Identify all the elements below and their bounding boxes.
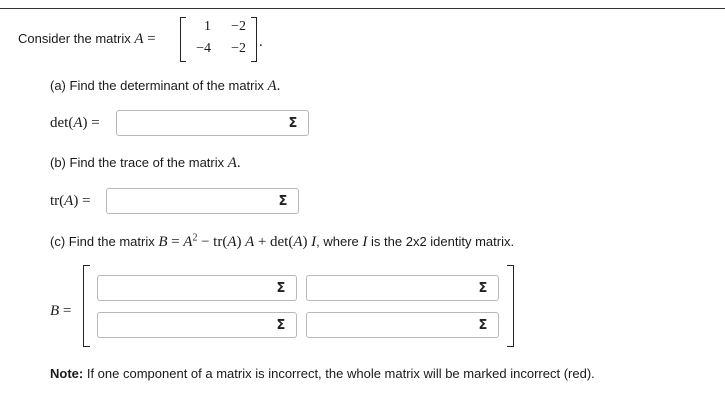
matrix-b-label: B = — [50, 303, 72, 319]
sigma-icon: Σ — [478, 280, 488, 296]
matrix-b-cell-22-sigma-button[interactable] — [468, 313, 498, 337]
matrix-a-right-bracket — [251, 17, 257, 62]
matrix-b-cell-22-input[interactable] — [307, 313, 468, 337]
sigma-icon: Σ — [478, 317, 488, 333]
matrix-a-left-bracket — [180, 17, 186, 62]
trace-sigma-button[interactable] — [268, 189, 298, 213]
trace-answer-input[interactable] — [107, 189, 268, 213]
sigma-icon: Σ — [276, 280, 286, 296]
matrix-b-cell-21 — [97, 312, 297, 338]
matrix-b-right-bracket — [507, 265, 514, 347]
matrix-b-left-bracket — [83, 265, 90, 347]
matrix-b-cell-22 — [306, 312, 499, 338]
matrix-b-cell-11-input[interactable] — [98, 276, 266, 300]
grading-note — [50, 366, 595, 381]
equals-sign: = — [147, 31, 156, 47]
matrix-b-cell-21-sigma-button[interactable] — [266, 313, 296, 337]
sigma-icon: Σ — [278, 193, 288, 209]
intro-period: . — [259, 34, 263, 50]
intro-statement — [18, 31, 156, 48]
matrix-a-symbol: A — [134, 31, 144, 47]
note-label: Note: — [50, 366, 84, 381]
det-label: det(A) = — [50, 115, 100, 131]
matrix-b-cell-12-input[interactable] — [307, 276, 468, 300]
det-sigma-button[interactable] — [278, 111, 308, 135]
det-answer-input[interactable] — [117, 111, 278, 135]
matrix-a-cell-11: 1 — [204, 19, 211, 34]
trace-answer-field — [106, 188, 299, 214]
sigma-icon: Σ — [288, 115, 298, 131]
intro-text: Consider the matrix — [18, 31, 131, 46]
matrix-b-cell-12 — [306, 275, 499, 301]
det-answer-field — [116, 110, 309, 136]
matrix-b-cell-11 — [97, 275, 297, 301]
matrix-a-cell-12: −2 — [231, 19, 246, 34]
matrix-b-cell-21-input[interactable] — [98, 313, 266, 337]
sigma-icon: Σ — [276, 317, 286, 333]
part-b-question: (b) Find the trace of the matrix A. — [50, 155, 241, 171]
matrix-a-cell-21: −4 — [196, 41, 211, 56]
trace-label: tr(A) = — [50, 193, 91, 209]
matrix-b-cell-12-sigma-button[interactable] — [468, 276, 498, 300]
top-divider — [0, 8, 725, 9]
note-text: If one component of a matrix is incorrect, the whole matrix will be marked incorrect (red). — [86, 366, 595, 381]
part-a-question: (a) Find the determinant of the matrix A. — [50, 78, 281, 94]
matrix-b-cell-11-sigma-button[interactable] — [266, 276, 296, 300]
matrix-a-cell-22: −2 — [231, 41, 246, 56]
part-c-question: (c) Find the matrix $B = A^2 - tr(A) A + \det(A)$ I, where I is the 2x2 identity matrix. — [50, 232, 515, 250]
